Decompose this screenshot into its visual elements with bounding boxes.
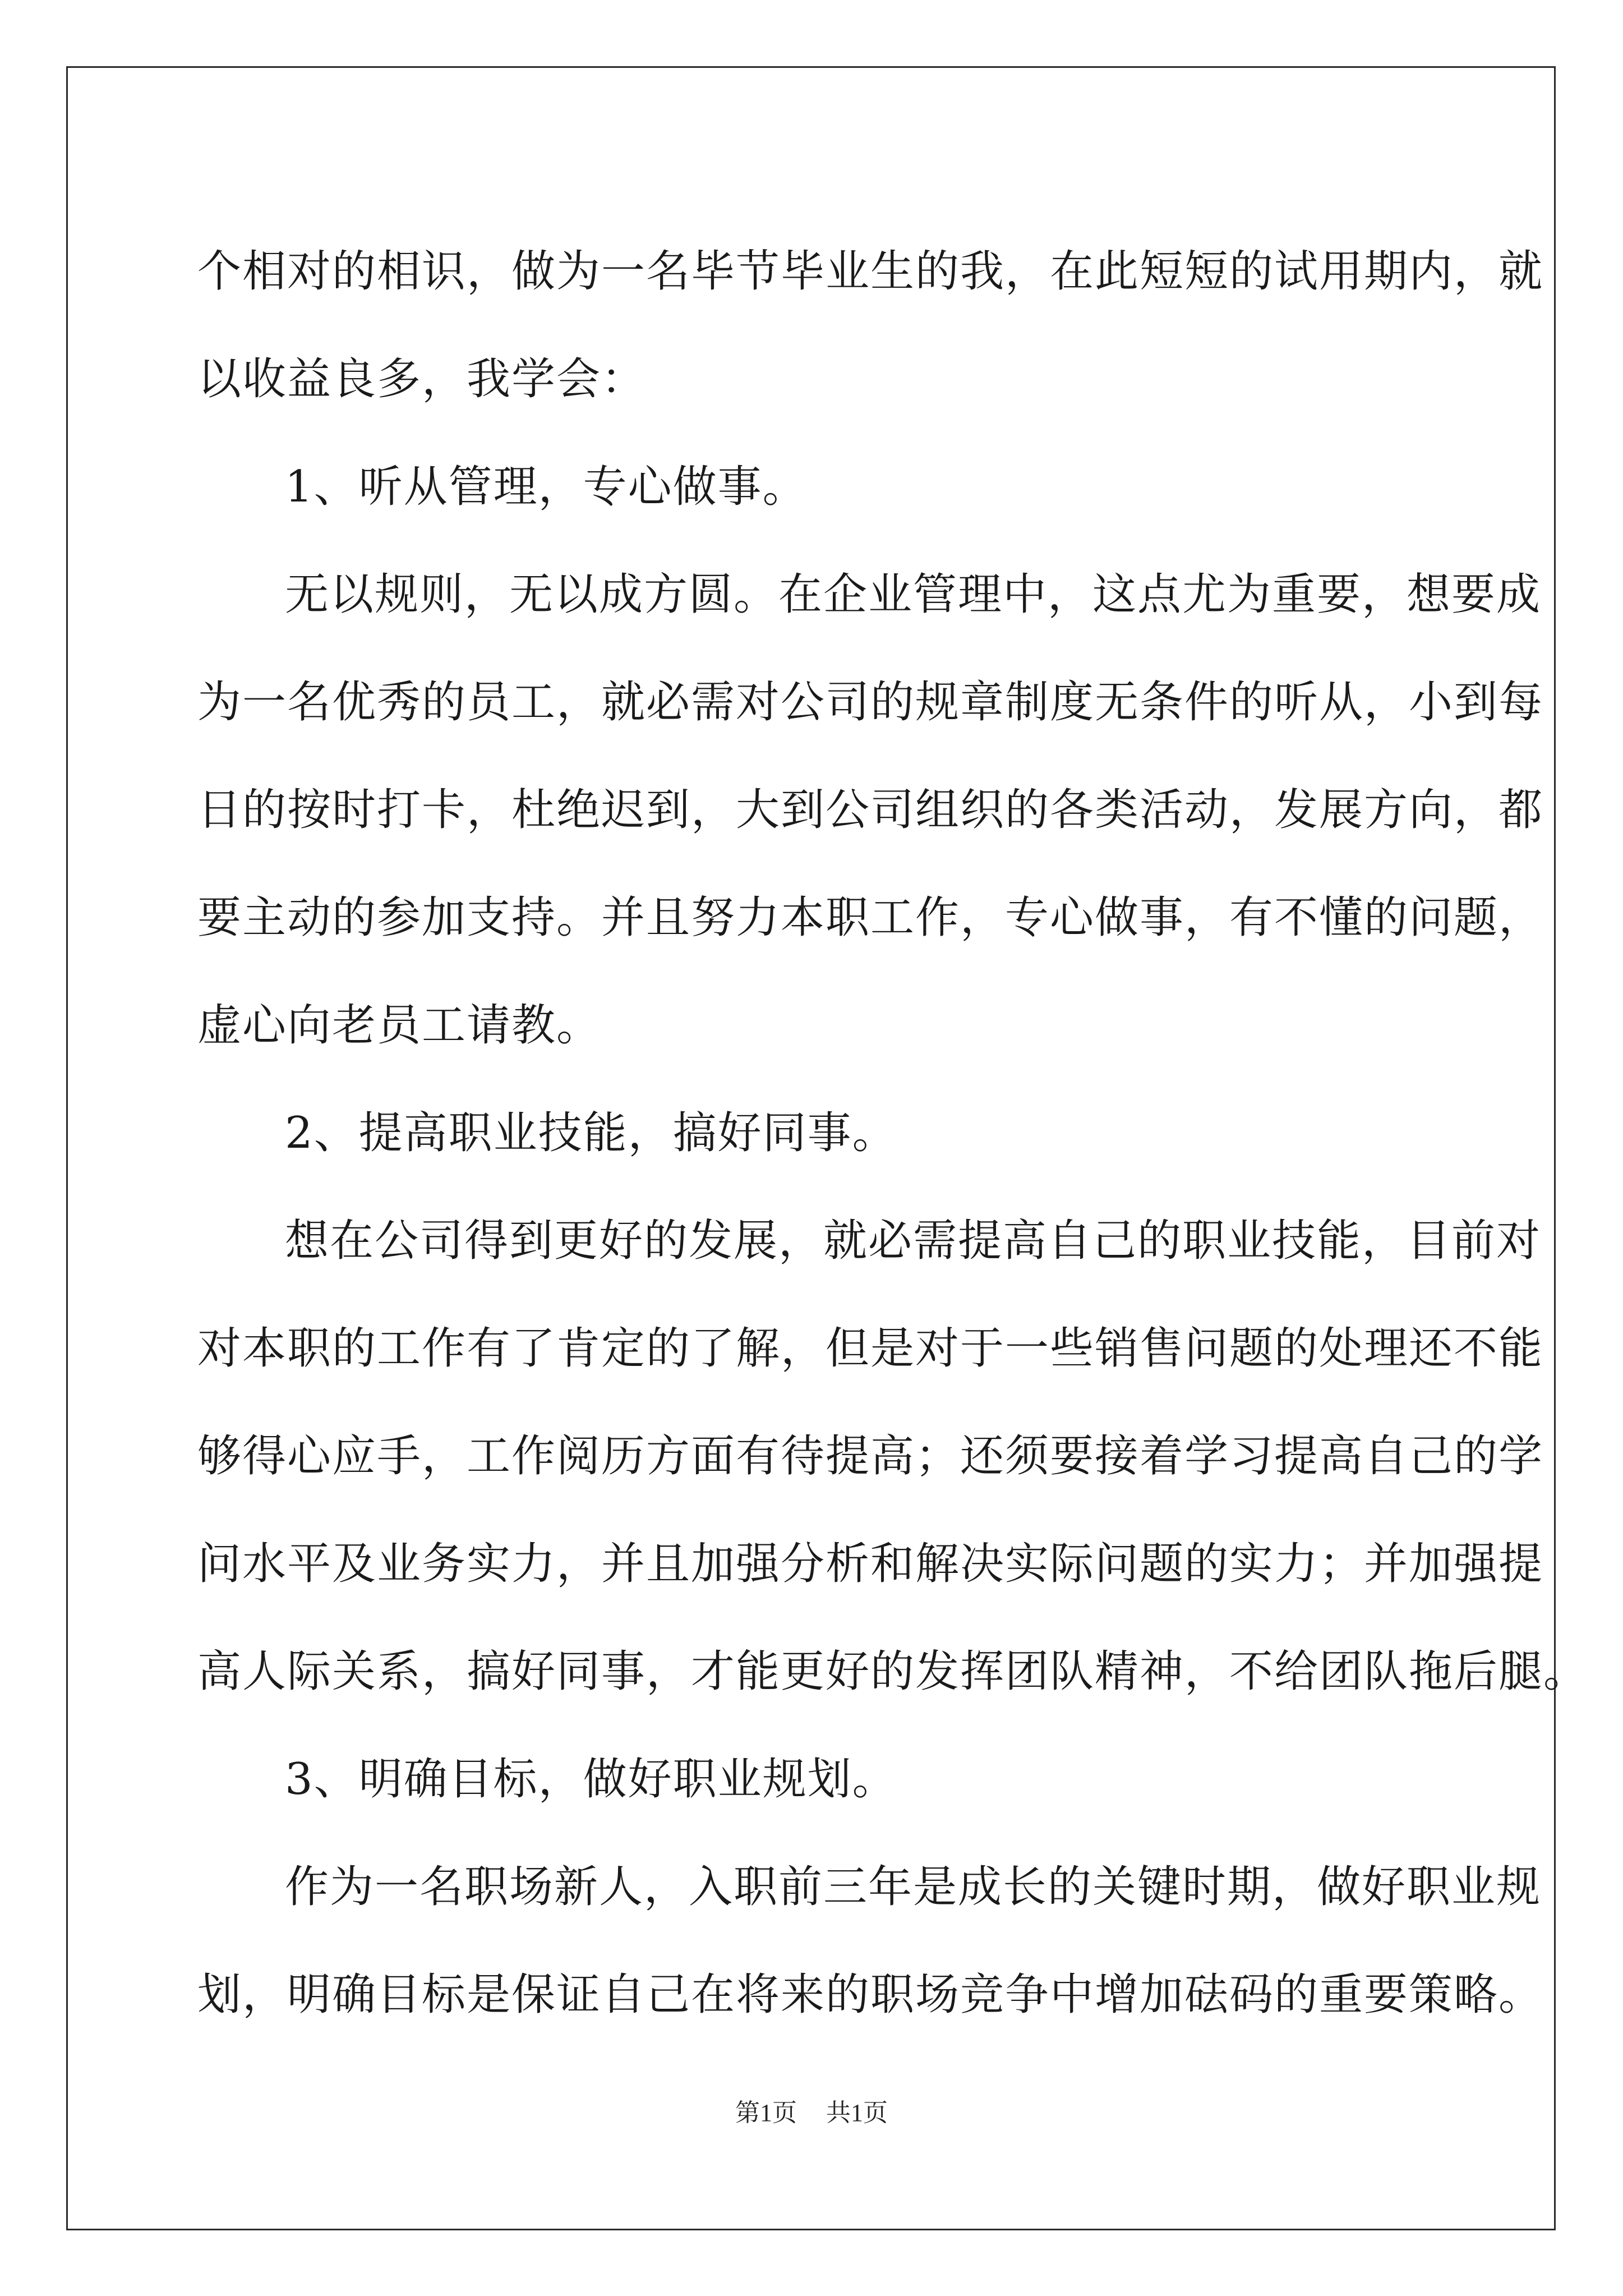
body-line: 虚心向老员工请教。 [197, 1000, 602, 1051]
body-line: 为一名优秀的员工，就必需对公司的规章制度无条件的听从，小到每 [197, 677, 1544, 728]
body-line: 高人际关系，搞好同事，才能更好的发挥团队精神，不给团队拖后腿。 [197, 1646, 1589, 1697]
body-line: 划，明确目标是保证自己在将来的职场竞争中增加砝码的重要策略。 [197, 1970, 1544, 2020]
body-line: 够得心应手，工作阅历方面有待提高；还须要接着学习提高自己的学 [197, 1431, 1544, 1481]
body-line: 无以规则，无以成方圆。在企业管理中，这点尤为重要，想要成 [285, 569, 1542, 620]
body-line: 想在公司得到更好的发展，就必需提高自己的职业技能，目前对 [285, 1216, 1542, 1266]
body-line: 以收益良多，我学会： [197, 354, 647, 404]
page-number-current: 第1页 [735, 2099, 797, 2127]
page-number-total: 共1页 [826, 2099, 888, 2127]
body-line: 对本职的工作有了肯定的了解，但是对于一些销售问题的处理还不能 [197, 1323, 1544, 1374]
body-line: 日的按时打卡，杜绝迟到，大到公司组织的各类活动，发展方向，都 [197, 785, 1544, 835]
section-heading-2: 2、提高职业技能，搞好同事。 [285, 1108, 897, 1158]
section-heading-3: 3、明确目标，做好职业规划。 [285, 1754, 897, 1805]
document-body [197, 218, 1589, 2049]
page-footer [0, 2092, 1623, 2128]
section-heading-1: 1、听从管理，专心做事。 [285, 462, 808, 512]
body-line: 要主动的参加支持。并且努力本职工作，专心做事，有不懂的问题， [197, 892, 1544, 943]
body-line: 作为一名职场新人，入职前三年是成长的关键时期，做好职业规 [285, 1862, 1542, 1912]
body-line: 个相对的相识，做为一名毕节毕业生的我，在此短短的试用期内，就 [197, 246, 1544, 297]
body-line: 问水平及业务实力，并且加强分析和解决实际问题的实力；并加强提 [197, 1539, 1544, 1589]
